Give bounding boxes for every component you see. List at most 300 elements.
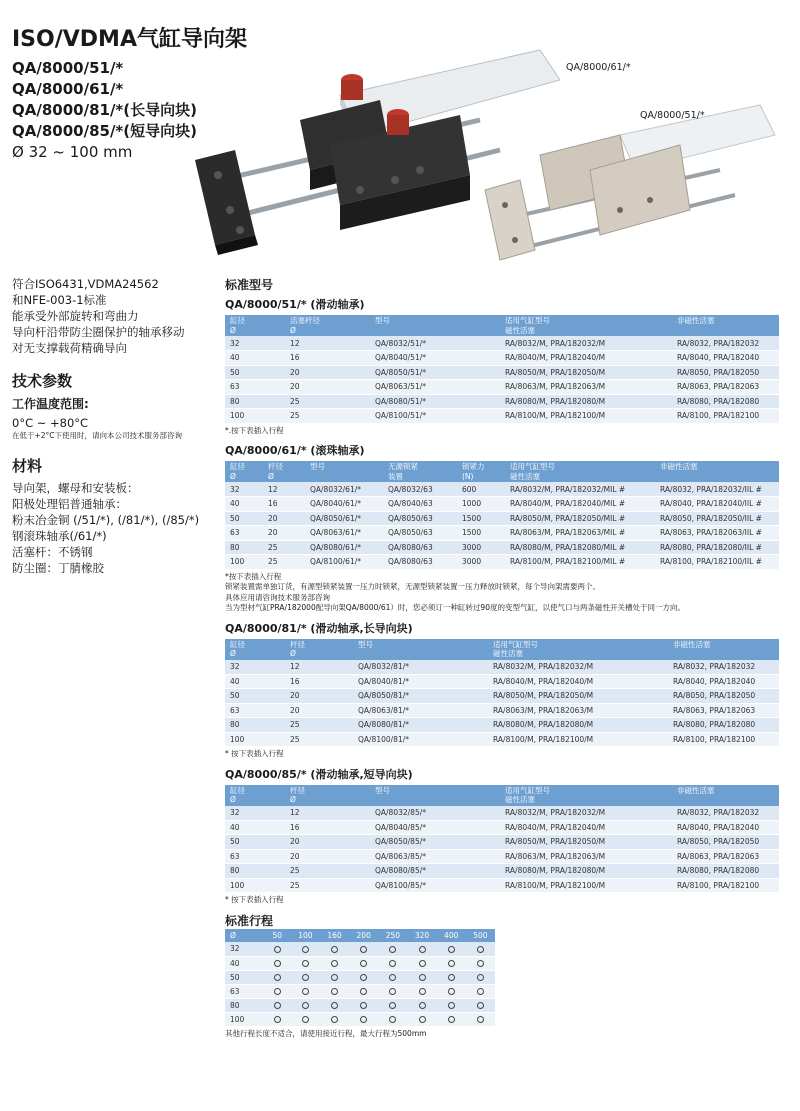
table-cell: RA/8080, PRA/182080 (677, 396, 760, 406)
table-cell: QA/8032/51/* (375, 338, 426, 348)
column-header: 缸径 Ø (230, 785, 245, 804)
table-85 (225, 785, 779, 894)
photo-label-51: QA/8000/51/* (640, 110, 705, 121)
table-81 (225, 639, 779, 748)
table-cell: RA/8050, PRA/182050 (677, 367, 760, 377)
table-cell: QA/8050/63 (388, 528, 433, 538)
table-cell: 63 (230, 986, 240, 996)
table-cell: QA/8050/63 (388, 513, 433, 523)
table-51 (225, 315, 779, 424)
table-cell: RA/8040, PRA/182040/IIL # (660, 499, 762, 509)
table-cell: 100 (230, 557, 245, 567)
column-header: 型号 (375, 785, 390, 795)
table-row (225, 540, 779, 555)
table-cell: RA/8050, PRA/182050 (673, 691, 756, 701)
available-circle-icon (477, 960, 484, 967)
feature-4: 导向杆沿带防尘圈保护的轴承移动 (12, 325, 185, 339)
column-header: 400 (444, 930, 459, 940)
table-cell: QA/8063/85/* (375, 851, 426, 861)
table-row (225, 336, 779, 351)
available-circle-icon (448, 960, 455, 967)
available-circle-icon (419, 988, 426, 995)
table-cell: 20 (268, 513, 278, 523)
table-cell: 40 (230, 822, 240, 832)
table-cell: RA/8080, PRA/182080/IIL # (660, 542, 762, 552)
table-cell: QA/8050/61/* (310, 513, 361, 523)
available-circle-icon (419, 960, 426, 967)
column-header: 锁紧力 (N) (462, 462, 485, 481)
table85-title: QA/8000/85/* (滑动轴承,短导向块) (225, 767, 413, 781)
available-circle-icon (477, 974, 484, 981)
table-row (225, 718, 779, 733)
table-cell: 63 (230, 528, 240, 538)
table-cell: RA/8050/M, PRA/182050/MIL # (510, 513, 626, 523)
table-row (225, 482, 779, 497)
table-cell: QA/8040/63 (388, 499, 433, 509)
material-line: 防尘圈：丁腈橡胶 (12, 561, 104, 575)
table-cell (407, 984, 436, 998)
table-cell: RA/8063/M, PRA/182063/M (493, 705, 594, 715)
table-cell (378, 984, 407, 998)
table-cell: QA/8100/81/* (358, 734, 409, 744)
table-row (225, 674, 779, 689)
table-cell: 25 (290, 734, 300, 744)
table-cell (407, 970, 436, 984)
available-circle-icon (360, 1002, 367, 1009)
table-cell: RA/8050/M, PRA/182050/M (505, 367, 606, 377)
available-circle-icon (302, 960, 309, 967)
table-cell (407, 942, 436, 956)
table-row (225, 380, 779, 395)
table-cell: 20 (290, 691, 300, 701)
table-row (225, 660, 779, 675)
table-cell: 600 (462, 484, 477, 494)
table-cell: 100 (230, 734, 245, 744)
table-cell (320, 998, 349, 1012)
table-cell: RA/8080/M, PRA/182080/M (505, 866, 606, 876)
table61-note: 锁紧装置需单独订货，有源型锁紧装置一压力时锁紧，无源型锁紧装置一压力释放时锁紧，每个导向架需要两个。 (225, 582, 600, 591)
available-circle-icon (360, 988, 367, 995)
table-cell: 20 (290, 837, 300, 847)
table-cell: RA/8040, PRA/182040 (677, 822, 760, 832)
feature-5: 对无支撑载荷精确导向 (12, 341, 127, 355)
table-cell (264, 984, 291, 998)
available-circle-icon (419, 946, 426, 953)
available-circle-icon (448, 946, 455, 953)
page-title: ISO/VDMA气缸导向架 (12, 27, 247, 52)
table-cell: RA/8063, PRA/182063 (677, 851, 760, 861)
available-circle-icon (419, 1016, 426, 1023)
column-header: 无源锁紧 装置 (388, 462, 418, 481)
available-circle-icon (360, 960, 367, 967)
table-cell: 25 (268, 542, 278, 552)
table-cell: 25 (290, 411, 300, 421)
available-circle-icon (331, 974, 338, 981)
available-circle-icon (302, 1016, 309, 1023)
table-cell: RA/8032, PRA/182032/IIL # (660, 484, 762, 494)
table-cell (320, 942, 349, 956)
material-line: 导向架，螺母和安装板： (12, 481, 139, 495)
table-row (225, 835, 779, 850)
table-cell (437, 970, 466, 984)
available-circle-icon (389, 1002, 396, 1009)
table-cell (291, 998, 320, 1012)
column-header: 杆径 Ø (290, 639, 305, 658)
table-cell: RA/8063, PRA/182063 (677, 382, 760, 392)
table61-note: *按下表插入行程 (225, 571, 282, 581)
table-cell: 20 (290, 382, 300, 392)
column-header: 320 (414, 930, 430, 940)
table-cell (264, 998, 291, 1012)
available-circle-icon (360, 946, 367, 953)
column-header: 非磁性活塞 (677, 785, 715, 795)
table-cell: QA/8080/61/* (310, 542, 361, 552)
table-row (225, 689, 779, 704)
column-header: 型号 (358, 639, 373, 649)
column-header: 100 (298, 930, 313, 940)
table-cell: 12 (268, 484, 278, 494)
table-row (225, 878, 779, 893)
table-cell: QA/8080/63 (388, 542, 433, 552)
feature-1: 符合ISO6431,VDMA24562 (12, 277, 159, 291)
table-cell: 12 (290, 338, 300, 348)
column-header: 250 (385, 930, 401, 940)
table-cell: RA/8100, PRA/182100 (677, 880, 760, 890)
available-circle-icon (419, 974, 426, 981)
available-circle-icon (448, 988, 455, 995)
model-61: QA/8000/61/* (12, 80, 124, 98)
table-cell: 80 (230, 1000, 240, 1010)
table-cell (437, 998, 466, 1012)
table61-note: 具体应用请咨询技术服务部咨询 (225, 592, 330, 602)
table-cell (466, 970, 495, 984)
table-cell (320, 984, 349, 998)
table-cell: QA/8063/51/* (375, 382, 426, 392)
table-cell (264, 970, 291, 984)
table-cell: RA/8050/M, PRA/182050/M (493, 691, 594, 701)
table-cell: 40 (230, 676, 240, 686)
feature-3: 能承受外部旋转和弯曲力 (12, 309, 139, 323)
table-row (225, 365, 779, 380)
column-header: 型号 (310, 462, 325, 471)
table-cell: QA/8100/61/* (310, 557, 361, 567)
column-header: 适用气缸型号 磁性活塞 (493, 639, 538, 658)
table-cell (437, 942, 466, 956)
table61-notes (225, 572, 785, 614)
model-list (12, 58, 197, 163)
table-header-row (225, 929, 495, 943)
table-cell (407, 998, 436, 1012)
table-cell: RA/8100, PRA/182100 (673, 734, 756, 744)
table-cell: RA/8063/M, PRA/182063/M (505, 851, 606, 861)
table-cell: RA/8080, PRA/182080 (677, 866, 760, 876)
table-cell (320, 970, 349, 984)
table-cell (349, 1012, 378, 1026)
table-header-row (225, 785, 779, 806)
table-cell (264, 1012, 291, 1026)
table-cell: RA/8040, PRA/182040 (677, 353, 760, 363)
table-cell: RA/8100/M, PRA/182100/M (505, 880, 606, 890)
table-cell (349, 970, 378, 984)
material-line: 粉末冶金铜 (/51/*), (/81/*), (/85/*) (12, 513, 200, 527)
table81-title: QA/8000/81/* (滑动轴承,长导向块) (225, 621, 413, 635)
table-cell (466, 1012, 495, 1026)
table-cell: QA/8050/85/* (375, 837, 426, 847)
table-cell (320, 1012, 349, 1026)
available-circle-icon (389, 946, 396, 953)
table-cell (378, 956, 407, 970)
table-cell: QA/8032/85/* (375, 808, 426, 817)
available-circle-icon (448, 1002, 455, 1009)
table51-title: QA/8000/51/* (滑动轴承) (225, 298, 365, 311)
available-circle-icon (331, 988, 338, 995)
table-cell: 63 (230, 851, 240, 861)
available-circle-icon (274, 974, 281, 981)
table-cell: 50 (230, 691, 240, 701)
table-cell: 16 (290, 676, 300, 686)
table-cell: 50 (230, 513, 240, 523)
table-cell: QA/8080/81/* (358, 720, 409, 730)
table-cell: 50 (230, 367, 240, 377)
table-cell: RA/8063/M, PRA/182063/M (505, 382, 606, 392)
table-cell: 80 (230, 720, 240, 730)
table-row (225, 806, 779, 821)
materials-heading: 材料 (12, 457, 43, 475)
table-cell: 1500 (462, 513, 482, 523)
table-row (225, 820, 779, 835)
table-cell: RA/8063, PRA/182063/IIL # (660, 528, 762, 538)
table-cell: RA/8100, PRA/182100 (677, 411, 760, 421)
column-header: 杆径 Ø (290, 785, 305, 804)
table-cell: RA/8063/M, PRA/182063/MIL # (510, 528, 626, 538)
feature-2: 和NFE-003-1标准 (12, 293, 107, 307)
table-cell: 25 (290, 720, 300, 730)
table-cell: RA/8032, PRA/182032 (673, 662, 756, 671)
stroke-title: 标准行程 (225, 913, 274, 928)
model-81: QA/8000/81/*(长导向块) (12, 101, 197, 119)
std-heading: 标准型号 (225, 278, 274, 292)
table81-note: * 按下表插入行程 (225, 749, 284, 758)
table-cell (466, 984, 495, 998)
column-header: 适用气缸型号 磁性活塞 (505, 316, 550, 335)
table-cell: RA/8032/M, PRA/182032/MIL # (510, 484, 626, 494)
column-header: 型号 (375, 316, 390, 325)
table-row (225, 497, 779, 512)
table-cell: QA/8063/81/* (358, 705, 409, 715)
temp-note: 在低于+2°C下使用时，请向本公司技术服务部咨询 (12, 431, 183, 440)
table-cell: RA/8032, PRA/182032 (677, 808, 760, 817)
material-line: 阳极处理铝普通轴承： (12, 497, 127, 511)
available-circle-icon (389, 988, 396, 995)
table-cell: RA/8050/M, PRA/182050/M (505, 837, 606, 847)
column-header: 活塞杆径 Ø (290, 316, 320, 335)
table-cell: 40 (230, 958, 240, 968)
table-cell: 12 (290, 662, 300, 671)
table-cell: 16 (290, 822, 300, 832)
model-tables (225, 276, 785, 1045)
table-cell (437, 984, 466, 998)
available-circle-icon (448, 1016, 455, 1023)
table-cell: 25 (290, 880, 300, 890)
available-circle-icon (302, 946, 309, 953)
column-header: 缸径 Ø (230, 462, 245, 481)
table-cell: RA/8080/M, PRA/182080/M (505, 396, 606, 406)
table-row (225, 409, 779, 424)
table-61 (225, 461, 779, 570)
table-cell: QA/8100/85/* (375, 880, 426, 890)
table-row (225, 864, 779, 879)
table-cell: QA/8032/63 (388, 484, 433, 494)
available-circle-icon (274, 1002, 281, 1009)
table-cell: 50 (230, 837, 240, 847)
table-row (225, 849, 779, 864)
column-header: 适用气缸型号 磁性活塞 (505, 785, 550, 804)
available-circle-icon (302, 974, 309, 981)
available-circle-icon (419, 1002, 426, 1009)
table-row (225, 394, 779, 409)
available-circle-icon (274, 960, 281, 967)
table-cell: 25 (268, 557, 278, 567)
table-row (225, 351, 779, 366)
table-cell: 80 (230, 542, 240, 552)
table-cell: 40 (230, 353, 240, 363)
column-header: 适用气缸型号 磁性活塞 (510, 462, 555, 481)
table-cell: 16 (290, 353, 300, 363)
table-header-row (225, 639, 779, 660)
table-cell: RA/8063, PRA/182063 (673, 705, 756, 715)
column-header: 缸径 Ø (230, 316, 245, 335)
available-circle-icon (477, 946, 484, 953)
table-row (225, 555, 779, 570)
column-header: 160 (327, 930, 342, 940)
table-row (225, 511, 779, 526)
available-circle-icon (302, 988, 309, 995)
column-header: 非磁性活塞 (677, 316, 715, 325)
table-cell (378, 942, 407, 956)
table-cell: QA/8032/81/* (358, 662, 409, 671)
table-cell: 20 (290, 851, 300, 861)
table-cell: 20 (290, 367, 300, 377)
table-cell: RA/8040/M, PRA/182040/M (505, 822, 606, 832)
product-photo-51 (480, 100, 780, 270)
table-cell (466, 998, 495, 1012)
table-cell: 1000 (462, 499, 482, 509)
tech-heading: 技术参数 (12, 372, 73, 390)
table-cell (466, 956, 495, 970)
stroke-note: 其他行程长度不适合，请使用接近行程，最大行程为500mm (225, 1028, 427, 1038)
table-cell (349, 984, 378, 998)
material-line: 活塞杆：不锈钢 (12, 545, 93, 559)
table-cell: RA/8040/M, PRA/182040/M (505, 353, 606, 363)
table-cell (349, 942, 378, 956)
table-cell: RA/8100, PRA/182100/IIL # (660, 557, 762, 567)
available-circle-icon (302, 1002, 309, 1009)
column-header: 杆径 Ø (268, 462, 283, 481)
table-cell: QA/8040/85/* (375, 822, 426, 832)
table-cell (349, 998, 378, 1012)
column-header: 非磁性活塞 (660, 462, 698, 471)
table-cell (291, 1012, 320, 1026)
table-cell (291, 956, 320, 970)
table-cell: QA/8080/85/* (375, 866, 426, 876)
table-cell (466, 942, 495, 956)
table-cell: QA/8040/51/* (375, 353, 426, 363)
table-cell: 50 (230, 972, 240, 982)
table-cell: 20 (268, 528, 278, 538)
available-circle-icon (477, 1016, 484, 1023)
temp-value: 0°C ~ +80°C (12, 416, 89, 430)
table-cell: 80 (230, 866, 240, 876)
table-cell: RA/8040/M, PRA/182040/M (493, 676, 594, 686)
available-circle-icon (274, 988, 281, 995)
available-circle-icon (274, 1016, 281, 1023)
table-cell: 32 (230, 338, 240, 348)
table-cell (264, 956, 291, 970)
table-cell (437, 1012, 466, 1026)
material-line: 钢滚珠轴承(/61/*) (12, 529, 107, 543)
table-header-row (225, 461, 779, 482)
table-cell (378, 1012, 407, 1026)
table-cell (264, 942, 291, 956)
table-cell (437, 956, 466, 970)
table-cell: QA/8032/61/* (310, 484, 361, 494)
table-cell: 32 (230, 944, 240, 954)
table-row (225, 942, 495, 956)
table51-note: *.按下表插入行程 (225, 425, 284, 435)
table-cell (349, 956, 378, 970)
available-circle-icon (477, 988, 484, 995)
table-cell: RA/8080/M, PRA/182080/M (493, 720, 594, 730)
table-cell (291, 984, 320, 998)
table61-title: QA/8000/61/* (滚珠轴承) (225, 444, 365, 457)
column-header: 200 (356, 930, 371, 940)
table61-note: 当为型材气缸PRA/182000配导向架QA/8000/61）时，您必须订一种缸转过90度的变型气缸，以使气口与两条磁性开关槽处于同一方向。 (225, 603, 685, 612)
available-circle-icon (389, 960, 396, 967)
table-cell: 32 (230, 662, 240, 671)
table85-note: * 按下表插入行程 (225, 895, 284, 904)
table-cell: QA/8063/61/* (310, 528, 361, 538)
table-cell: RA/8080/M, PRA/182080/MIL # (510, 542, 626, 552)
column-header: 50 (272, 930, 283, 940)
table-cell: 20 (290, 705, 300, 715)
table-cell (378, 970, 407, 984)
available-circle-icon (331, 946, 338, 953)
table-cell: 25 (290, 866, 300, 876)
table-cell: RA/8032/M, PRA/182032/M (493, 662, 594, 671)
table-cell: RA/8050, PRA/182050/IIL # (660, 513, 762, 523)
available-circle-icon (274, 946, 281, 953)
available-circle-icon (360, 1016, 367, 1023)
table-cell: RA/8100/M, PRA/182100/M (505, 411, 606, 421)
table-cell: 12 (290, 808, 300, 817)
photo-label-61: QA/8000/61/* (566, 62, 631, 73)
table-cell: QA/8040/81/* (358, 676, 409, 686)
available-circle-icon (448, 974, 455, 981)
available-circle-icon (389, 1016, 396, 1023)
table-cell: 100 (230, 880, 245, 890)
table-cell: 100 (230, 1014, 245, 1024)
table-cell: QA/8080/51/* (375, 396, 426, 406)
table-cell: RA/8050, PRA/182050 (677, 837, 760, 847)
table-cell (320, 956, 349, 970)
available-circle-icon (389, 974, 396, 981)
table-cell: QA/8080/63 (388, 557, 433, 567)
table-cell: 3000 (462, 542, 482, 552)
table-cell: RA/8040, PRA/182040 (673, 676, 756, 686)
table-cell (407, 1012, 436, 1026)
table-cell: 63 (230, 705, 240, 715)
spec-sidebar (12, 276, 217, 576)
